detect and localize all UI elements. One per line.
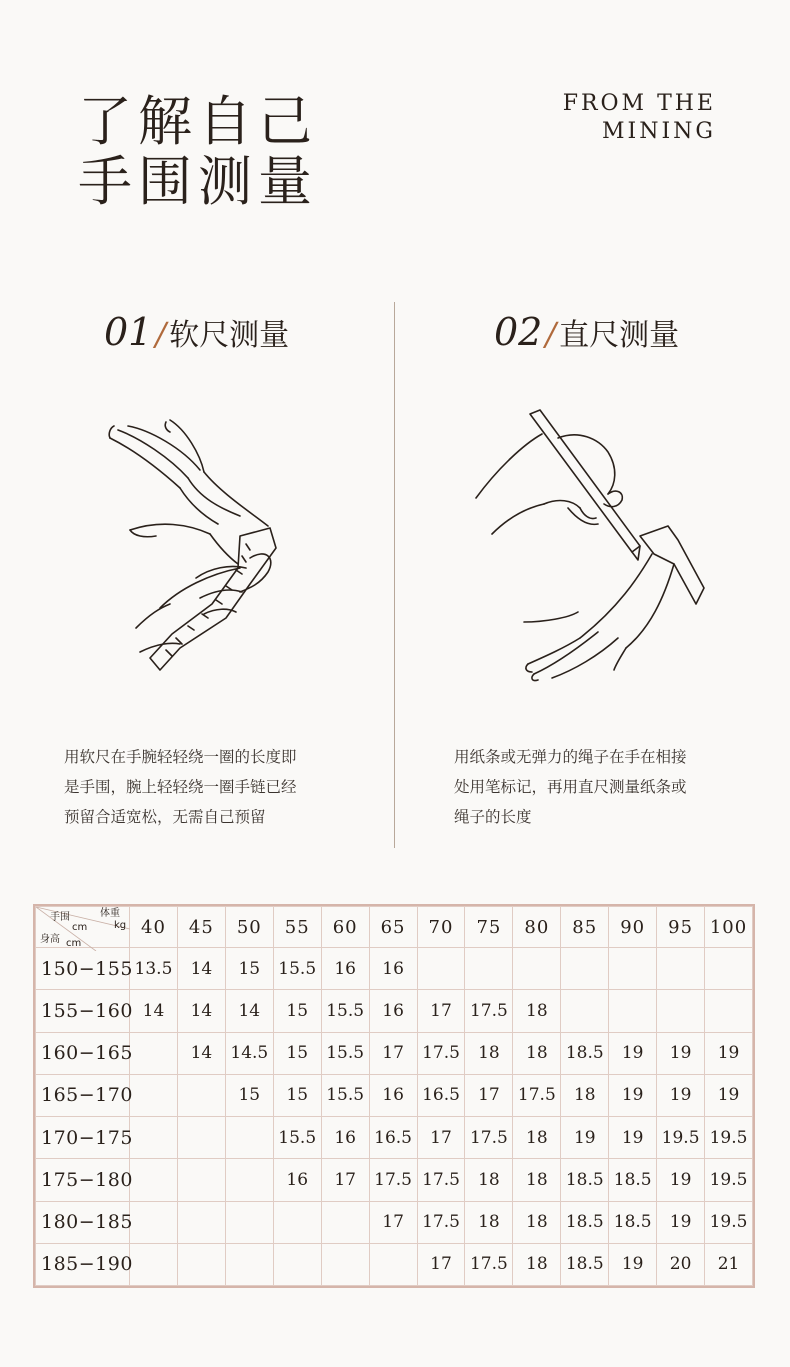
brand-text	[563, 90, 716, 146]
wrist-size-cell: 14	[130, 990, 178, 1032]
height-range-cell: 160−165	[36, 1032, 130, 1074]
wrist-size-cell	[130, 1243, 178, 1285]
wrist-size-cell: 17	[369, 1201, 417, 1243]
wrist-size-cell: 18	[465, 1032, 513, 1074]
desc-line: 处用笔标记，再用直尺测量纸条或	[454, 778, 687, 796]
wrist-size-cell	[705, 990, 753, 1032]
wrist-size-cell	[273, 1243, 321, 1285]
wrist-size-cell: 19	[657, 1201, 705, 1243]
table-row	[36, 1159, 753, 1201]
soft-ruler-hand-illustration	[100, 408, 320, 688]
method-number: 01	[104, 310, 153, 354]
corner-weight-label: 体重	[100, 908, 120, 919]
wrist-size-cell: 15.5	[273, 948, 321, 990]
wrist-size-cell	[130, 1074, 178, 1116]
wrist-size-cell: 18	[465, 1159, 513, 1201]
wrist-size-cell: 18.5	[609, 1159, 657, 1201]
wrist-size-cell: 17.5	[369, 1159, 417, 1201]
wrist-size-cell: 16	[369, 948, 417, 990]
wrist-size-cell: 16.5	[417, 1074, 465, 1116]
wrist-size-cell	[130, 1159, 178, 1201]
method-heading	[494, 310, 790, 354]
desc-line: 绳子的长度	[454, 808, 532, 826]
wrist-size-cell	[273, 1201, 321, 1243]
wrist-size-cell	[465, 948, 513, 990]
wrist-size-cell: 15	[273, 990, 321, 1032]
weight-header-cell: 95	[657, 907, 705, 948]
wrist-size-cell	[177, 1243, 225, 1285]
height-range-cell: 170−175	[36, 1117, 130, 1159]
wrist-size-cell: 14	[225, 990, 273, 1032]
wrist-size-cell	[369, 1243, 417, 1285]
wrist-size-cell: 15	[273, 1032, 321, 1074]
weight-header-cell: 40	[130, 907, 178, 948]
wrist-size-cell: 19	[657, 1032, 705, 1074]
corner-weight-unit: kg	[114, 920, 127, 931]
wrist-size-cell: 17.5	[465, 1117, 513, 1159]
wrist-size-cell: 18.5	[561, 1243, 609, 1285]
wrist-size-cell: 16	[321, 948, 369, 990]
wrist-size-cell: 18	[513, 1032, 561, 1074]
wrist-size-cell: 14.5	[225, 1032, 273, 1074]
wrist-size-cell	[609, 948, 657, 990]
wrist-size-cell: 15.5	[273, 1117, 321, 1159]
method-straight-ruler	[494, 310, 790, 354]
wrist-size-cell: 19.5	[705, 1117, 753, 1159]
wrist-size-cell: 18.5	[561, 1159, 609, 1201]
wrist-size-cell	[657, 948, 705, 990]
size-table-body	[36, 948, 753, 1286]
method-2-description	[454, 742, 744, 832]
wrist-size-cell: 19	[609, 1074, 657, 1116]
table-row	[36, 990, 753, 1032]
corner-wrist-label: 手围	[50, 912, 70, 923]
wrist-size-cell	[561, 990, 609, 1032]
method-slash: /	[545, 315, 557, 353]
wrist-size-cell: 15.5	[321, 1074, 369, 1116]
wrist-size-cell: 16.5	[369, 1117, 417, 1159]
wrist-size-cell	[225, 1201, 273, 1243]
wrist-size-cell: 18	[513, 1117, 561, 1159]
wrist-size-cell	[561, 948, 609, 990]
wrist-size-cell: 16	[369, 990, 417, 1032]
wrist-size-cell	[130, 1117, 178, 1159]
wrist-size-cell: 19.5	[705, 1201, 753, 1243]
wrist-size-cell: 15	[273, 1074, 321, 1116]
corner-height-unit: cm	[66, 938, 82, 949]
wrist-size-cell	[130, 1032, 178, 1074]
wrist-size-cell: 17	[417, 990, 465, 1032]
page-title	[78, 92, 318, 212]
wrist-size-cell: 17	[417, 1243, 465, 1285]
table-row	[36, 1243, 753, 1285]
table-row	[36, 1032, 753, 1074]
wrist-size-cell: 14	[177, 1032, 225, 1074]
method-heading	[104, 310, 404, 354]
wrist-size-cell: 17	[369, 1032, 417, 1074]
weight-header-row	[36, 907, 753, 948]
wrist-size-cell	[225, 1117, 273, 1159]
wrist-size-cell	[705, 948, 753, 990]
desc-line: 是手围，腕上轻轻绕一圈手链已经	[64, 778, 297, 796]
weight-header-cell: 65	[369, 907, 417, 948]
wrist-size-cell: 17.5	[465, 1243, 513, 1285]
table-corner-cell	[36, 907, 130, 948]
table-row	[36, 1117, 753, 1159]
wrist-size-cell: 14	[177, 990, 225, 1032]
wrist-size-cell: 18	[513, 1243, 561, 1285]
brand-line-2: MINING	[602, 119, 716, 144]
wrist-size-cell: 19	[609, 1032, 657, 1074]
weight-header-cell: 55	[273, 907, 321, 948]
wrist-size-cell: 17.5	[513, 1074, 561, 1116]
method-name: 直尺测量	[559, 318, 680, 353]
wrist-size-cell: 15.5	[321, 1032, 369, 1074]
wrist-size-cell: 19	[657, 1159, 705, 1201]
wrist-size-cell: 19	[705, 1032, 753, 1074]
desc-line: 预留合适宽松，无需自己预留	[64, 808, 266, 826]
wrist-size-cell: 17	[417, 1117, 465, 1159]
wrist-size-cell: 16	[321, 1117, 369, 1159]
wrist-size-cell	[321, 1201, 369, 1243]
title-line-1: 了解自己	[78, 90, 318, 153]
wrist-size-cell	[177, 1117, 225, 1159]
wrist-size-cell: 15	[225, 948, 273, 990]
wrist-size-cell: 19.5	[657, 1117, 705, 1159]
weight-header-cell: 75	[465, 907, 513, 948]
method-soft-ruler	[104, 310, 404, 354]
wrist-size-cell: 19	[705, 1074, 753, 1116]
method-slash: /	[155, 315, 167, 353]
desc-line: 用软尺在手腕轻轻绕一圈的长度即	[64, 748, 297, 766]
wrist-size-cell	[417, 948, 465, 990]
wrist-size-cell: 18.5	[561, 1032, 609, 1074]
weight-header-cell: 100	[705, 907, 753, 948]
wrist-size-cell: 18.5	[609, 1201, 657, 1243]
weight-header-cell: 90	[609, 907, 657, 948]
corner-height-label: 身高	[40, 934, 60, 945]
wrist-size-cell	[177, 1201, 225, 1243]
wrist-size-cell	[225, 1159, 273, 1201]
wrist-size-cell: 16	[369, 1074, 417, 1116]
wrist-size-cell	[321, 1243, 369, 1285]
wrist-size-cell: 17.5	[417, 1032, 465, 1074]
height-range-cell: 165−170	[36, 1074, 130, 1116]
table-row	[36, 1074, 753, 1116]
weight-header-cell: 80	[513, 907, 561, 948]
weight-header-cell: 45	[177, 907, 225, 948]
table-row	[36, 1201, 753, 1243]
wrist-size-cell: 19	[609, 1117, 657, 1159]
weight-header-cell: 85	[561, 907, 609, 948]
wrist-size-table	[33, 904, 755, 1288]
size-chart-table	[35, 906, 753, 1286]
wrist-size-cell: 15.5	[321, 990, 369, 1032]
height-range-cell: 180−185	[36, 1201, 130, 1243]
brand-line-1: FROM THE	[562, 91, 716, 116]
wrist-size-cell: 21	[705, 1243, 753, 1285]
straight-ruler-hand-illustration	[468, 408, 728, 688]
wrist-size-cell: 19	[561, 1117, 609, 1159]
wrist-size-cell: 18	[513, 990, 561, 1032]
wrist-size-cell: 18.5	[561, 1201, 609, 1243]
wrist-size-cell: 19	[657, 1074, 705, 1116]
table-row	[36, 948, 753, 990]
wrist-size-cell	[177, 1159, 225, 1201]
wrist-size-cell: 13.5	[130, 948, 178, 990]
height-range-cell: 175−180	[36, 1159, 130, 1201]
wrist-size-cell	[513, 948, 561, 990]
wrist-size-cell	[225, 1243, 273, 1285]
wrist-size-cell: 17.5	[417, 1159, 465, 1201]
wrist-size-cell	[177, 1074, 225, 1116]
wrist-size-cell: 19.5	[705, 1159, 753, 1201]
wrist-size-cell: 18	[561, 1074, 609, 1116]
weight-header-cell: 60	[321, 907, 369, 948]
wrist-size-cell: 17	[321, 1159, 369, 1201]
wrist-size-cell: 17.5	[417, 1201, 465, 1243]
wrist-size-cell: 18	[513, 1159, 561, 1201]
weight-header-cell: 70	[417, 907, 465, 948]
wrist-size-cell: 20	[657, 1243, 705, 1285]
wrist-size-cell: 19	[609, 1243, 657, 1285]
wrist-size-cell: 18	[465, 1201, 513, 1243]
wrist-size-cell: 14	[177, 948, 225, 990]
wrist-size-cell	[609, 990, 657, 1032]
method-name: 软尺测量	[169, 318, 290, 353]
corner-wrist-unit: cm	[72, 922, 88, 933]
desc-line: 用纸条或无弹力的绳子在手在相接	[454, 748, 687, 766]
vertical-divider	[394, 302, 395, 848]
weight-header-cell: 50	[225, 907, 273, 948]
wrist-size-cell: 16	[273, 1159, 321, 1201]
height-range-cell: 155−160	[36, 990, 130, 1032]
title-line-2: 手围测量	[78, 150, 318, 213]
height-range-cell: 185−190	[36, 1243, 130, 1285]
method-1-description	[64, 742, 354, 832]
height-range-cell: 150−155	[36, 948, 130, 990]
wrist-size-cell: 17	[465, 1074, 513, 1116]
wrist-size-cell: 17.5	[465, 990, 513, 1032]
wrist-size-cell: 15	[225, 1074, 273, 1116]
wrist-size-cell: 18	[513, 1201, 561, 1243]
wrist-size-cell	[657, 990, 705, 1032]
method-number: 02	[494, 310, 543, 354]
wrist-size-cell	[130, 1201, 178, 1243]
